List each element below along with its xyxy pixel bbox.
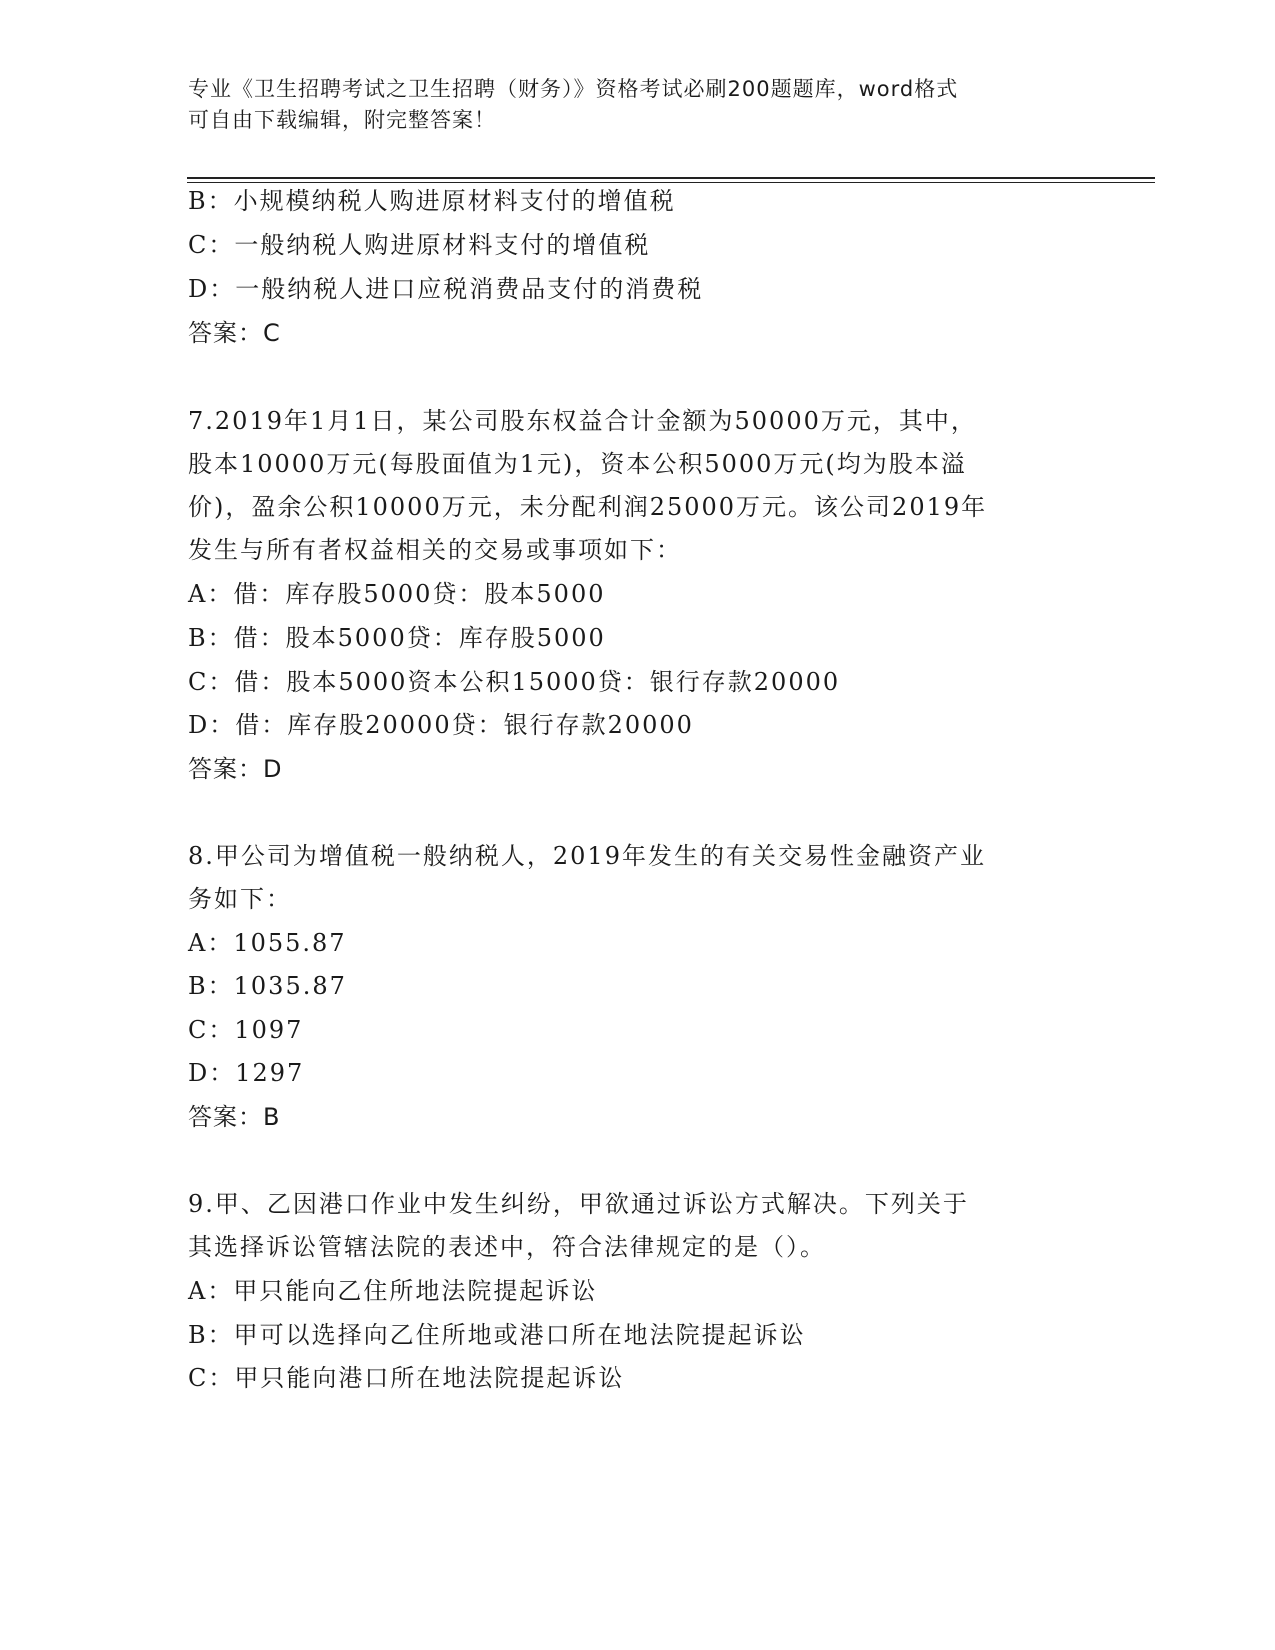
q8-stem-line-2: 务如下： xyxy=(188,885,292,913)
q7-option-b: B：借：股本5000贷：库存股5000 xyxy=(188,624,606,652)
q7-answer: 答案：D xyxy=(188,755,283,783)
q8-stem-line-1: 8.甲公司为增值税一般纳税人，2019年发生的有关交易性金融资产业 xyxy=(188,842,986,870)
q7-option-c: C：借：股本5000资本公积15000贷：银行存款20000 xyxy=(188,668,841,696)
q7-option-a: A：借：库存股5000贷：股本5000 xyxy=(188,580,606,608)
q9-option-c: C：甲只能向港口所在地法院提起诉讼 xyxy=(188,1364,625,1392)
header-rule-thin xyxy=(187,182,1155,183)
header-title-line-1: 专业《卫生招聘考试之卫生招聘（财务）》资格考试必刷200题题库，word格式 xyxy=(188,77,959,101)
q7-stem-line-1: 7.2019年1月1日，某公司股东权益合计金额为50000万元，其中， xyxy=(188,407,977,435)
q6-option-c: C：一般纳税人购进原材料支付的增值税 xyxy=(188,231,651,259)
q8-option-c: C：1097 xyxy=(188,1016,304,1044)
q7-stem-line-2: 股本10000万元(每股面值为1元)，资本公积5000万元(均为股本溢 xyxy=(188,450,967,478)
q6-option-b: B：小规模纳税人购进原材料支付的增值税 xyxy=(188,187,676,215)
q8-answer: 答案：B xyxy=(188,1103,281,1131)
header-title-line-2: 可自由下载编辑，附完整答案！ xyxy=(188,108,496,132)
q9-stem-line-1: 9.甲、乙因港口作业中发生纠纷，甲欲通过诉讼方式解决。下列关于 xyxy=(188,1190,969,1218)
q7-option-d: D：借：库存股20000贷：银行存款20000 xyxy=(188,711,694,739)
q7-stem-line-4: 发生与所有者权益相关的交易或事项如下： xyxy=(188,536,682,564)
q9-stem-line-2: 其选择诉讼管辖法院的表述中，符合法律规定的是（）。 xyxy=(188,1233,826,1261)
document-header xyxy=(188,74,1068,136)
q9-option-b: B：甲可以选择向乙住所地或港口所在地法院提起诉讼 xyxy=(188,1321,806,1349)
header-rule-thick xyxy=(187,177,1155,179)
q7-stem-line-3: 价)，盈余公积10000万元，未分配利润25000万元。该公司2019年 xyxy=(188,493,988,521)
q8-option-b: B：1035.87 xyxy=(188,972,347,1000)
q8-option-d: D：1297 xyxy=(188,1059,305,1087)
q6-answer: 答案：C xyxy=(188,319,281,347)
q8-option-a: A：1055.87 xyxy=(188,929,347,957)
q9-option-a: A：甲只能向乙住所地法院提起诉讼 xyxy=(188,1277,598,1305)
q6-option-d: D：一般纳税人进口应税消费品支付的消费税 xyxy=(188,275,704,303)
